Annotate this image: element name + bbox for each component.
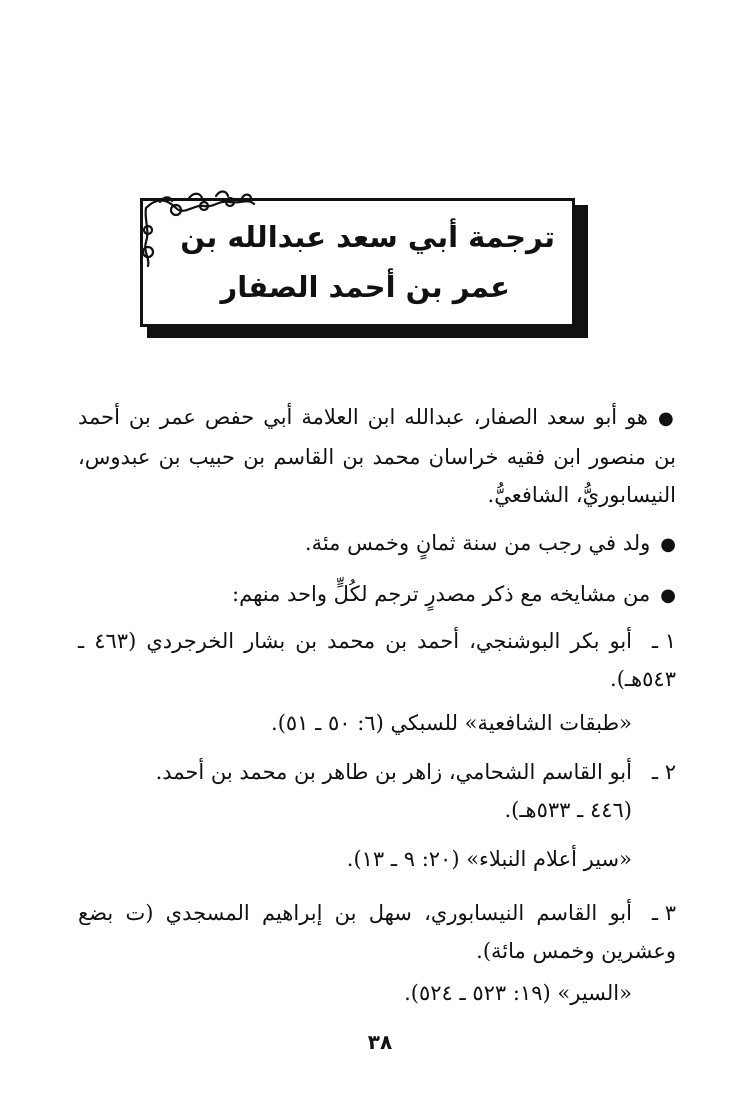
entry-3 <box>78 894 676 970</box>
page-number: ٣٨ <box>367 1030 393 1054</box>
bullet-icon: ● <box>658 408 676 429</box>
bullet-icon: ● <box>660 585 676 606</box>
entry-text: أبو بكر البوشنجي، أحمد بن محمد بن بشار الخرجردي (٤٦٣ ـ ٥٤٣هـ). <box>78 629 676 691</box>
entry-number: ٢ ـ <box>651 760 676 784</box>
entry-1 <box>78 622 676 698</box>
entry-dates: (٤٤٦ ـ ٥٣٣هـ). <box>504 798 632 822</box>
bullet-icon: ● <box>660 534 676 555</box>
entry-2 <box>78 753 676 829</box>
entry-source: «السير» (١٩: ٥٢٣ ـ ٥٢٤). <box>404 981 632 1005</box>
title-line-1: ترجمة أبي سعد عبدالله بن <box>180 220 555 254</box>
entry-source: «طبقات الشافعية» للسبكي (٦: ٥٠ ـ ٥١). <box>271 711 632 735</box>
entry-number: ١ ـ <box>651 629 676 653</box>
bullet-paragraph-3 <box>78 575 676 615</box>
section-title <box>150 212 555 312</box>
bullet-paragraph-1 <box>78 398 676 514</box>
bullet-text-2: ولد في رجب من سنة ثمانٍ وخمس مئة. <box>304 531 651 555</box>
title-line-2: عمر بن أحمد الصفار <box>220 270 510 304</box>
entry-text: أبو القاسم الشحامي، زاهر بن طاهر بن محمد بن أحمد. <box>155 760 632 784</box>
entry-2-source <box>78 840 676 878</box>
bullet-paragraph-2 <box>78 524 676 564</box>
entry-number: ٣ ـ <box>651 901 676 925</box>
entry-text: أبو القاسم النيسابوري، سهل بن إبراهيم المسجدي (ت بضع وعشرين وخمس مائة). <box>78 901 676 963</box>
entry-source: «سير أعلام النبلاء» (٢٠: ٩ ـ ١٣). <box>346 847 632 871</box>
entry-1-source <box>78 704 676 742</box>
entry-3-source <box>78 974 676 1012</box>
bullet-text-1: هو أبو سعد الصفار، عبدالله ابن العلامة أبي حفص عمر بن أحمد بن منصور ابن فقيه خراسان محمد بن القاسم بن حبيب بن عبدوس، النيسابوريُّ، الشافعيُّ. <box>78 405 676 507</box>
bullet-text-3: من مشايخه مع ذكر مصدرٍ ترجم لكُلٍّ واحد منهم: <box>232 582 651 606</box>
